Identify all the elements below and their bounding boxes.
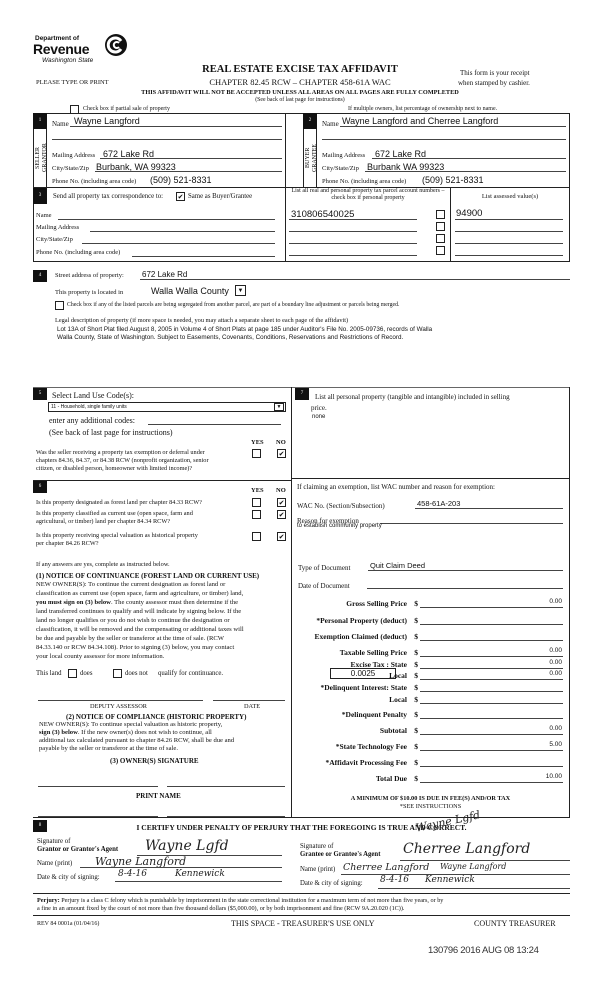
see-instructions-note: *SEE INSTRUCTIONS [399,803,462,810]
notice-continuance-l4: land transferred continues to qualify and will indicate by signing below. If the [36,608,242,615]
tax-row-label: Local [389,695,407,704]
divider [569,387,570,817]
section-number-4: 4 [33,270,47,282]
section-number-2: 2 [303,113,317,129]
rule [378,888,570,889]
current-use-question-l1: Is this property classified as current use (open space, farm and [36,510,193,517]
exemption-no-checkbox[interactable] [277,449,286,458]
grantor-printed-name[interactable]: Wayne Langford [95,855,187,868]
rule [289,219,417,220]
parcel-number-4[interactable] [289,255,417,256]
logo-line2: Revenue [33,41,90,57]
personal-property-value[interactable]: none [312,414,326,420]
logo-line3: Washington State [42,57,94,64]
print-name-label: PRINT NAME [136,792,181,800]
this-land-label: This land [36,670,62,677]
forest-land-no-checkbox[interactable] [277,498,286,507]
exemption-question-l3: citizen, or disabled person, homeowner with limited income)? [36,465,193,472]
initials-scrawl: Wayne Lgfd [414,808,482,835]
section-number-8: 8 [33,820,47,832]
grantor-signature[interactable]: Wayne Lgfd [145,838,229,854]
partial-sale-label: Check box if partial sale of property [83,106,170,112]
rule [140,279,570,280]
historical-yes-checkbox[interactable] [252,532,261,541]
sign-below-emphasis: you must sign on (3) below [36,599,111,606]
exemption-question-l2: chapters 84.36, 84.37, or 84.38 RCW (nonprofit organization, senior [36,457,209,464]
assessed-value-4[interactable] [455,255,563,256]
divider [291,387,292,817]
seller-city-label: City/State/Zip [52,165,89,172]
dollar-sign: $ [414,710,418,719]
land-use-select[interactable] [48,402,286,412]
please-type-note: PLEASE TYPE OR PRINT [36,79,109,86]
document-type-label: Type of Document [298,564,351,572]
notice-continuance-l8: 84.33.140 or RCW 84.34.108). Prior to signing (3) below, you may contact [36,644,235,651]
dor-swirl-logo-icon [104,33,128,57]
grantor-date[interactable]: 8-4-16 [118,869,147,879]
rule [340,126,566,127]
seller-name-value[interactable]: Wayne Langford [74,116,140,126]
divider [33,915,570,916]
street-address-label: Street address of property: [55,272,124,279]
sign-three-emphasis: sign (3) below [39,729,78,736]
correspondence-mailing-label: Mailing Address [36,224,80,231]
segregated-label: Check box if any of the listed parcels are being segregated from another parcel, are part of a boundary line adjustment or parcels being merged. [67,302,400,308]
rule [455,219,563,220]
additional-codes-field[interactable] [148,424,281,425]
dollar-sign: $ [414,671,418,680]
receipt-stamp: 130796 2016 AUG 08 13:24 [428,945,539,956]
assessed-value-3[interactable] [455,243,563,244]
rule [420,668,563,669]
seller-mailing-value[interactable]: 672 Lake Rd [103,149,155,159]
document-type-value[interactable]: Quit Claim Deed [370,561,426,570]
correspondence-phone-field[interactable] [132,256,275,257]
buyer-mailing-value[interactable]: 672 Lake Rd [375,149,427,159]
rule [420,782,563,783]
tax-row-label: *State Technology Fee [335,742,407,751]
perjury-notice-l2: a fine in an amount fixed by the court of not more than five thousand dollars ($5,000.00), or by both imprisonment and fine (RCW 9A.20.020 (1C)). [37,905,405,912]
buyer-phone-label: Phone No. (including area code) [322,178,407,185]
yes-header-6: YES [251,487,264,494]
dollar-sign: $ [414,726,418,735]
rule [322,139,566,140]
grantee-city[interactable]: Kennewick [425,875,475,885]
deputy-assessor-label: DEPUTY ASSESSOR [90,703,147,710]
grantee-name-label: Name (print) [300,866,336,873]
instructions-note: (See back of last page for instructions) [255,97,345,103]
forest-land-question: Is this property designated as forest land per chapter 84.33 RCW? [36,499,202,506]
land-use-label: Select Land Use Code(s): [52,391,134,400]
perjury-certification: I CERTIFY UNDER PENALTY OF PERJURY THAT THE FOREGOING IS TRUE AND CORRECT. [136,823,467,832]
buyer-name-value[interactable]: Wayne Langford and Cherree Langford [342,116,499,126]
rule [420,607,563,608]
dollar-sign: $ [414,599,418,608]
treasurer-use-only: THIS SPACE - TREASURER'S USE ONLY [231,919,375,928]
seller-side-label: SELLER GRANTOR [35,143,48,173]
state-technology-fee-value[interactable]: 5.00 [549,741,562,748]
acceptance-warning: THIS AFFIDAVIT WILL NOT BE ACCEPTED UNLESS ALL AREAS ON ALL PAGES ARE FULLY COMPLETED [141,89,459,96]
seller-mailing-label: Mailing Address [52,152,96,159]
rule [95,171,282,172]
land-use-selected: 11 - Household, single family units [51,404,127,410]
excise-tax-local-value[interactable]: 0.00 [549,670,562,677]
section-number-5: 5 [33,388,47,400]
tax-row-label: Gross Selling Price [346,599,407,608]
parcel-number-3[interactable] [289,243,417,244]
correspondence-city-field[interactable] [82,243,275,244]
legal-description-line1[interactable]: Lot 13A of Short Plat filed August 8, 2005 in Volume 4 of Short Plats at page 185 under Auditor's File No. 2005-09736, records of Walla [57,326,433,333]
does-not-qualify-checkbox[interactable] [113,669,122,678]
exemption-yes-checkbox[interactable] [252,449,261,458]
logo-line1: Department of [35,35,80,42]
current-use-question-l2: agricultural, or timber) land per chapter 84.34 RCW? [36,518,171,525]
tax-row-label: *Personal Property (deduct) [316,616,407,625]
affidavit-processing-fee-value[interactable] [420,766,563,767]
wac-number-value[interactable]: 458-61A-203 [417,499,461,508]
legal-description-line2[interactable]: Walla County, State of Washington. Subject to Easements, Covenants, Conditions, Reservations and Restrictions of Record. [57,334,404,341]
document-date-field[interactable] [367,588,563,589]
same-as-buyer-label: Same as Buyer/Grantee [188,193,253,200]
grantee-signature[interactable]: Cherree Langford [403,841,531,857]
notice-continuance-l6: classification, it will be removed and the compensating or additional taxes will [36,626,244,633]
buyer-city-label: City/State/Zip [322,165,359,172]
dollar-sign: $ [414,660,418,669]
current-use-no-checkbox[interactable] [277,510,286,519]
notice-compliance-l3: additional tax calculated pursuant to chapter 84.26 RCW, shall be due and [39,737,235,744]
deputy-date-line[interactable] [213,700,285,701]
dollar-sign: $ [414,742,418,751]
grantee-sig-label-2: Grantee or Grantee's Agent [300,851,381,858]
historical-question-l2: per chapter 84.26 RCW? [36,540,99,547]
dollar-sign: $ [414,616,418,625]
rule [420,679,563,680]
section-number-1: 1 [33,113,47,129]
dollar-sign: $ [414,758,418,767]
see-back-label: (See back of last page for instructions) [49,428,173,437]
section-number-3: 3 [33,188,47,204]
form-number: REV 84 0001a (01/04/16) [37,921,100,927]
notice-continuance-l1: NEW OWNER(S): To continue the current designation as forest land or [36,581,226,588]
same-as-buyer-checkbox[interactable] [176,192,185,201]
excise-tax-state-value[interactable]: 0.00 [549,659,562,666]
correspondence-phone-label: Phone No. (including area code) [36,249,121,256]
notice-compliance-l4: payable by the seller or transferor at the time of sale. [39,745,178,752]
does-qualify-checkbox[interactable] [68,669,77,678]
rule [400,860,570,861]
grantee-date-label: Date & city of signing: [300,880,363,887]
notice-continuance-l9: your local county assessor for more information. [36,653,165,660]
additional-codes-label: enter any additional codes: [49,416,135,425]
rule [368,570,563,571]
personal-property-checkbox-1[interactable] [436,210,445,219]
delinquent-interest-state-value[interactable] [420,691,563,692]
notice-continuance-l7: be due and payable by the seller or transferor at the time of sale. (RCW [36,635,225,642]
tax-row-label: Taxable Selling Price [339,648,407,657]
county-label: This property is located in [55,289,124,296]
form-title: REAL ESTATE EXCISE TAX AFFIDAVIT [202,64,398,75]
grantee-date[interactable]: 8-4-16 [380,875,409,885]
buyer-phone-value[interactable]: (509) 521-8331 [422,175,484,185]
receipt-note-1: This form is your receipt [460,69,530,77]
taxable-selling-price-value[interactable]: 0.00 [549,647,562,654]
historical-no-checkbox[interactable] [277,532,286,541]
personal-property-checkbox-4[interactable] [436,246,445,255]
form-subtitle: CHAPTER 82.45 RCW – CHAPTER 458-61A WAC [209,77,391,87]
assessed-value-1[interactable]: 94900 [456,208,483,219]
buyer-city-value[interactable]: Burbank WA 99323 [367,162,445,172]
correspondence-mailing-field[interactable] [90,231,275,232]
seller-city-value[interactable]: Burbank, WA 99323 [96,162,176,172]
exemption-reason-label: Reason for exemption [297,517,359,525]
divider [285,187,286,262]
grantor-sig-label-1: Signature of [37,838,71,845]
multiple-owners-note: If multiple owners, list percentage of ownership next to name. [348,106,498,112]
section-number-7: 7 [295,388,309,400]
delinquent-interest-local-value[interactable] [420,703,563,704]
county-dropdown-arrow-icon[interactable]: ▼ [235,285,246,296]
rule [80,867,282,868]
seller-name-label: Name [52,120,69,128]
dollar-sign: $ [414,648,418,657]
buyer-name-label: Name [322,120,339,128]
rule [415,508,563,509]
tax-row-label: *Affidavit Processing Fee [325,758,407,767]
seller-phone-value[interactable]: (509) 521-8331 [150,175,212,185]
personal-property-checkbox-2[interactable] [436,222,445,231]
does-not-label: does not [125,670,148,677]
section-number-6: 6 [33,481,47,493]
grantor-city[interactable]: Kennewick [175,869,225,879]
land-use-dropdown-arrow-icon[interactable]: ▼ [274,403,284,411]
deputy-assessor-signature-line[interactable] [38,700,203,701]
seller-phone-label: Phone No. (including area code) [52,178,137,185]
minimum-due-note: A MINIMUM OF $10.00 IS DUE IN FEE(S) AND/OR TAX [350,795,511,802]
tax-row-label: Excise Tax : State [350,660,407,669]
tax-row-label: Subtotal [379,726,407,735]
owner-signature-line-2[interactable] [167,786,285,787]
total-due-value[interactable]: 10.00 [545,773,562,780]
grantee-printed-name[interactable]: Cherree Langford [343,862,430,873]
rule [70,126,282,127]
street-address-value[interactable]: 672 Lake Rd [142,270,188,279]
exemption-claimed-value[interactable] [420,640,563,641]
subtotal-value[interactable]: 0.00 [549,725,562,732]
document-date-label: Date of Document [298,582,350,590]
notice-compliance-l1: NEW OWNER(S): To continue special valuation as historic property, [39,721,223,728]
rule [52,139,282,140]
owner-signature-line-1[interactable] [38,786,158,787]
grantee-printed-name-2[interactable]: Wayne Langford [440,862,507,871]
exemption-reason-value[interactable]: to establish community property [297,523,382,529]
correspondence-city-label: City/State/Zip [36,236,73,243]
no-header-5: NO [276,439,286,446]
county-select[interactable]: Walla Walla County [151,286,229,296]
deputy-date-label: DATE [244,703,261,710]
tax-row-label: *Delinquent Penalty [341,710,407,719]
tax-row-label: Local [389,671,407,680]
grantee-sig-label-1: Signature of [300,843,334,850]
rule [115,881,282,882]
buyer-side-label: BUYER GRANTEE [305,144,318,172]
perjury-label: Perjury: [37,897,60,904]
dollar-sign: $ [414,695,418,704]
rule [420,734,563,735]
divider [285,113,286,187]
segregated-checkbox[interactable] [55,301,64,310]
gross-selling-price-value[interactable]: 0.00 [549,598,562,605]
divider [33,817,570,818]
does-label: does [80,670,93,677]
notice-compliance-l2-rest: . If the new owner(s) does not wish to continue, all [77,729,212,736]
notice-continuance-l2: classification as current use (open space, farm and agriculture, or timber) land, [36,590,244,597]
rule [365,171,566,172]
personal-property-label-l2: price. [311,404,327,412]
exemption-claim-label: If claiming an exemption, list WAC number and reason for exemption: [297,483,495,491]
divider [33,480,292,481]
correspondence-name-label: Name [36,212,52,219]
correspondence-name-field[interactable] [58,219,275,220]
grantor-name-label: Name (print) [37,860,73,867]
wac-number-label: WAC No. (Section/Subsection) [297,502,385,510]
county-treasurer-label: COUNTY TREASURER [474,919,556,928]
no-header-6: NO [276,487,286,494]
rule [380,523,563,524]
tax-row-label: Exemption Claimed (deduct) [314,632,407,641]
notice-continuance-l3 [36,599,238,608]
personal-property-checkbox-3[interactable] [436,234,445,243]
notice-continuance-l5: land no longer qualifies or you do not wish to continue the designation or [36,617,230,624]
divider [291,478,570,479]
assessed-header: List assessed value(s) [481,193,539,200]
local-rate-field[interactable]: 0.0025 [330,668,396,679]
if-yes-instruction: If any answers are yes, complete as instructed below. [36,561,170,568]
parcel-number-2[interactable] [289,231,417,232]
tax-row-label: Total Due [375,774,407,783]
current-use-yes-checkbox[interactable] [252,510,261,519]
qualify-label: qualify for continuance. [158,670,224,677]
personal-property-label-l1: List all personal property (tangible and intangible) included in selling [315,393,510,401]
dollar-sign: $ [414,683,418,692]
divider [33,893,570,894]
forest-land-yes-checkbox[interactable] [252,498,261,507]
legal-description-label: Legal description of property (if more space is needed, you may attach a separate sheet to each page of the affidavit) [55,317,349,324]
tax-row-label: *Delinquent Interest: State [320,683,407,692]
buyer-mailing-label: Mailing Address [322,152,366,159]
historical-question-l1: Is this property receiving special valuation as historical property [36,532,198,539]
exemption-question-l1: Was the seller receiving a property tax exemption or deferral under [36,449,205,456]
notice-compliance-title: (2) NOTICE OF COMPLIANCE (HISTORIC PROPERTY) [66,713,247,721]
dollar-sign: $ [414,632,418,641]
assessed-value-2[interactable] [455,231,563,232]
correspondence-label: Send all property tax correspondence to: [53,193,164,200]
parcels-header: List all real and personal property tax parcel account numbers – check box if personal property [291,188,445,201]
rule [372,158,566,159]
rule [420,750,563,751]
dollar-sign: $ [414,774,418,783]
grantor-sig-label-2: Grantor or Grantor's Agent [37,846,119,853]
owner-signature-title: (3) OWNER(S) SIGNATURE [110,757,199,765]
personal-property-deduct-value[interactable] [420,624,563,625]
rule [420,656,563,657]
notice-continuance-title: (1) NOTICE OF CONTINUANCE (FOREST LAND OR CURRENT USE) [36,572,260,580]
notice-continuance-l3-rest: . The county assessor must then determine if the [110,599,239,606]
rule [100,158,282,159]
delinquent-penalty-value[interactable] [420,718,563,719]
parcel-number-1[interactable]: 310806540025 [291,209,355,220]
yes-header-5: YES [251,439,264,446]
perjury-text-l1: Perjury is a class C felony which is punishable by imprisonment in the state correctional institution for a maximum term of not more than five years, or by [59,897,444,904]
grantor-date-label: Date & city of signing: [37,874,100,881]
receipt-note-2: when stamped by cashier. [458,79,530,87]
